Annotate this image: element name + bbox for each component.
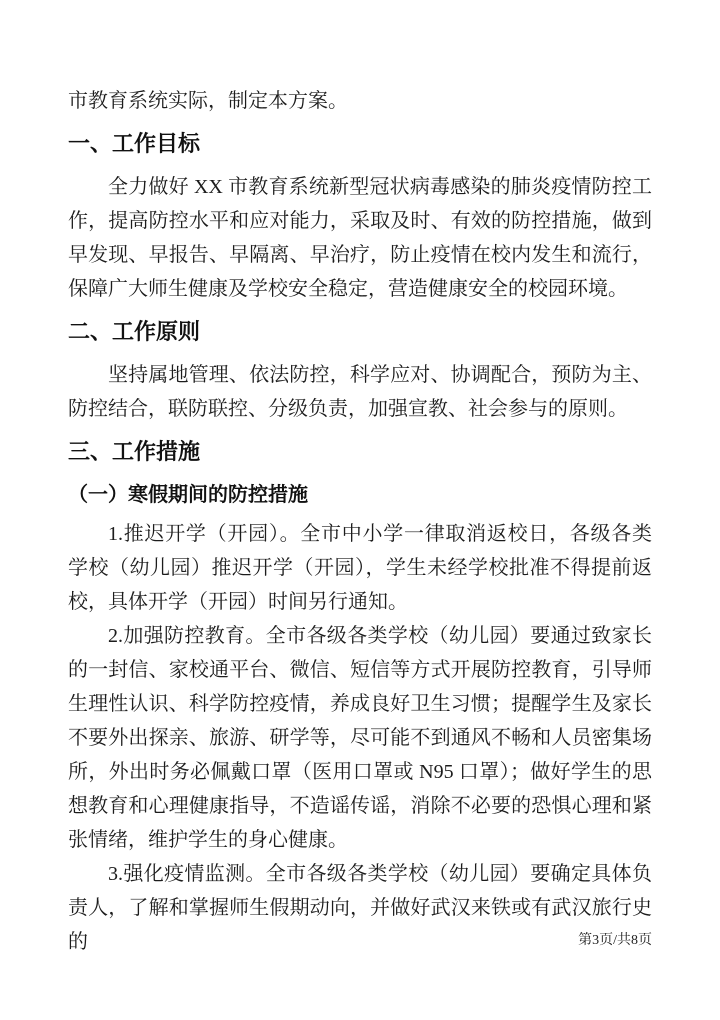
section-heading-work-principles: 二、工作原则 — [68, 319, 201, 344]
paragraph-measure-2-strengthen-education: 2.加强防控教育。全市各级各类学校（幼儿园）要通过致家长的一封信、家校通平台、微信、短信等方式开展防控教育，引导师生理性认识、科学防控疫情，养成良好卫生习惯；提醒学生及家长不要外出探亲、旅游、研学等，尽可能不到通风不畅和人员密集场所，外出时务必佩戴口罩（医用口罩或 N95 口罩）；做好学生的思想教育和心理健康指导，不造谣传谣，消除不必要的恐惧心理和紧张情绪，维护学生的身心健康。 — [68, 625, 652, 851]
page-number: 第3页/共8页 — [578, 933, 652, 948]
paragraph-work-principles: 坚持属地管理、依法防控，科学应对、协调配合，预防为主、防控结合，联防联控、分级负责，加强宣教、社会参与的原则。 — [68, 364, 652, 420]
section-heading-work-goals: 一、工作目标 — [68, 131, 201, 156]
paragraph-measure-3-epidemic-monitoring: 3.强化疫情监测。全市各级各类学校（幼儿园）要确定具体负责人，了解和掌握师生假期动向，并做好武汉来铁或有武汉旅行史的 — [68, 863, 652, 953]
paragraph-work-goals: 全力做好 XX 市教育系统新型冠状病毒感染的肺炎疫情防控工作，提高防控水平和应对能力，采取及时、有效的防控措施，做到早发现、早报告、早隔离、早治疗，防止疫情在校内发生和流行，保障广大师生健康及学校安全稳定，营造健康安全的校园环境。 — [68, 176, 652, 300]
paragraph-measure-1-delay-school-opening: 1.推迟开学（开园）。全市中小学一律取消返校日，各级各类学校（幼儿园）推迟开学（开园），学生未经学校批准不得提前返校，具体开学（开园）时间另行通知。 — [68, 523, 652, 613]
subheading-winter-holiday-measures: （一）寒假期间的防控措施 — [68, 484, 308, 506]
section-heading-work-measures: 三、工作措施 — [68, 439, 201, 464]
document-content — [68, 84, 652, 959]
paragraph-continuation: 市教育系统实际，制定本方案。 — [68, 90, 348, 112]
